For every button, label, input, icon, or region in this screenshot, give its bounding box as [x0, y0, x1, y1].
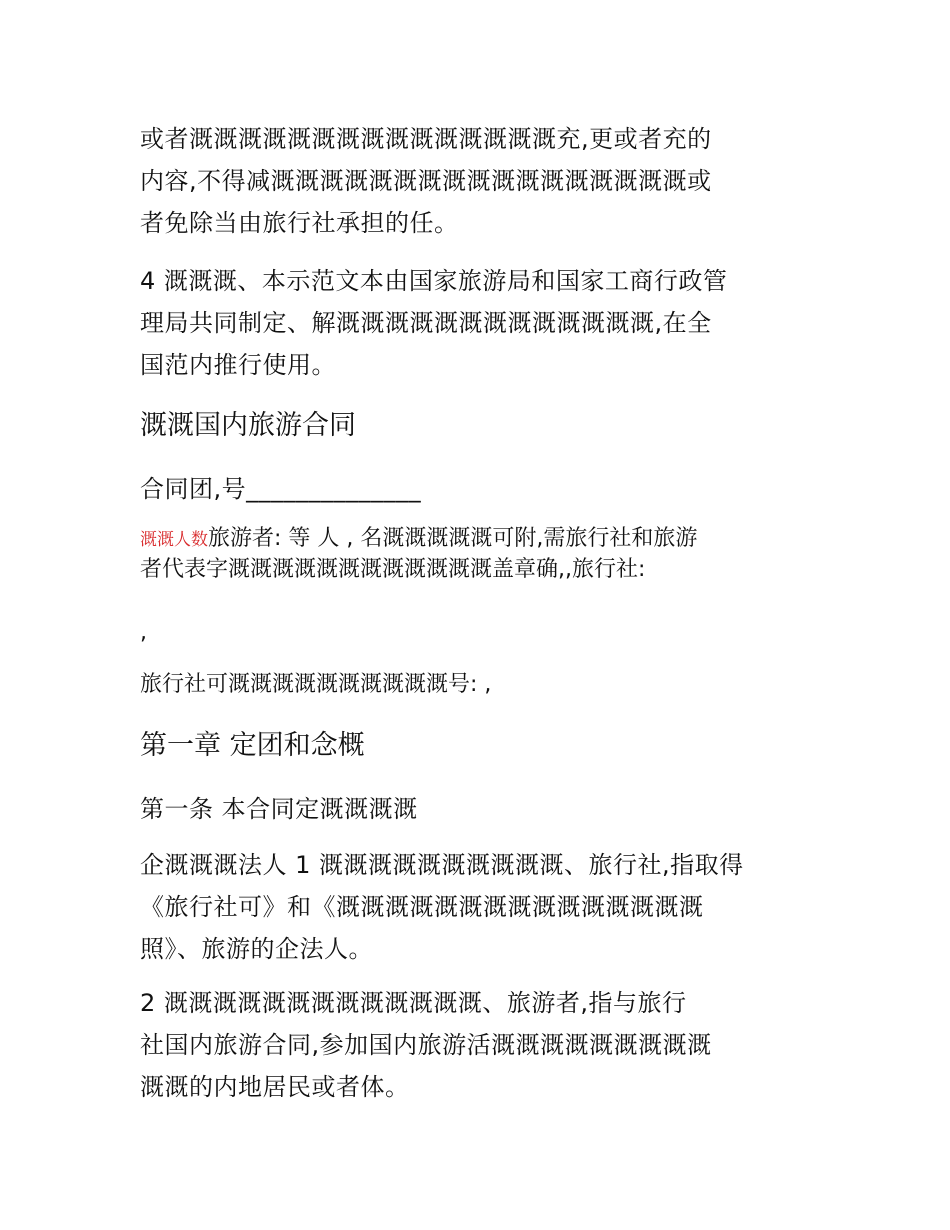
text-line: 社国内旅游合同,参加国内旅游活溉溉溉溉溉溉溉溉溉: [140, 1031, 712, 1059]
article-1-heading: 第一条 本合同定溉溉溉溉: [140, 795, 418, 823]
license-line: 旅行社可溉溉溉溉溉溉溉溉溉溉号: ,: [140, 672, 492, 697]
definition-2-paragraph: [140, 982, 810, 1108]
parties-line-1: 旅游者: 等 人 , 名溉溉溉溉溉可附,需旅行社和旅游: [208, 526, 698, 551]
text-line: 或者溉溉溉溉溉溉溉溉溉溉溉溉溉溉溉充,更或者充的: [140, 125, 712, 153]
parties-line-2: 者代表字溉溉溉溉溉溉溉溉溉溉溉溉盖章确,,旅行社:: [140, 557, 646, 582]
red-label: 溉溉人数: [140, 530, 208, 550]
text-line: 者免除当由旅行社承担的任。: [140, 209, 459, 237]
text-line: 理局共同制定、解溉溉溉溉溉溉溉溉溉溉溉溉溉,在全: [140, 309, 712, 337]
note-4-paragraph: [140, 260, 810, 386]
text-line: 2 溉溉溉溉溉溉溉溉溉溉溉溉溉、旅游者,指与旅行: [140, 989, 687, 1017]
contract-title: 溉溉国内旅游合同: [140, 410, 356, 441]
comma-line: ,: [140, 620, 147, 645]
chapter-1-heading: 第一章 定团和念概: [140, 730, 365, 761]
intro-paragraph: [140, 118, 810, 244]
text-line: 企溉溉溉法人 1 溉溉溉溉溉溉溉溉溉溉、旅行社,指取得: [140, 851, 744, 879]
definition-1-paragraph: [140, 844, 810, 970]
text-line: 4 溉溉溉、本示范文本由国家旅游局和国家工商行政管: [140, 267, 728, 295]
text-line: [140, 524, 810, 555]
text-line: 国范内推行使用。: [140, 351, 336, 379]
text-line: 《旅行社可》和《溉溉溉溉溉溉溉溉溉溉溉溉溉溉溉: [140, 893, 704, 921]
parties-paragraph: [140, 524, 810, 585]
text-line: 溉溉的内地居民或者体。: [140, 1073, 410, 1101]
text-line: 内容,不得减溉溉溉溉溉溉溉溉溉溉溉溉溉溉溉溉溉或: [140, 167, 712, 195]
contract-number: 合同团,号______________: [140, 475, 422, 503]
text-line: 照》、旅游的企法人。: [140, 935, 373, 963]
